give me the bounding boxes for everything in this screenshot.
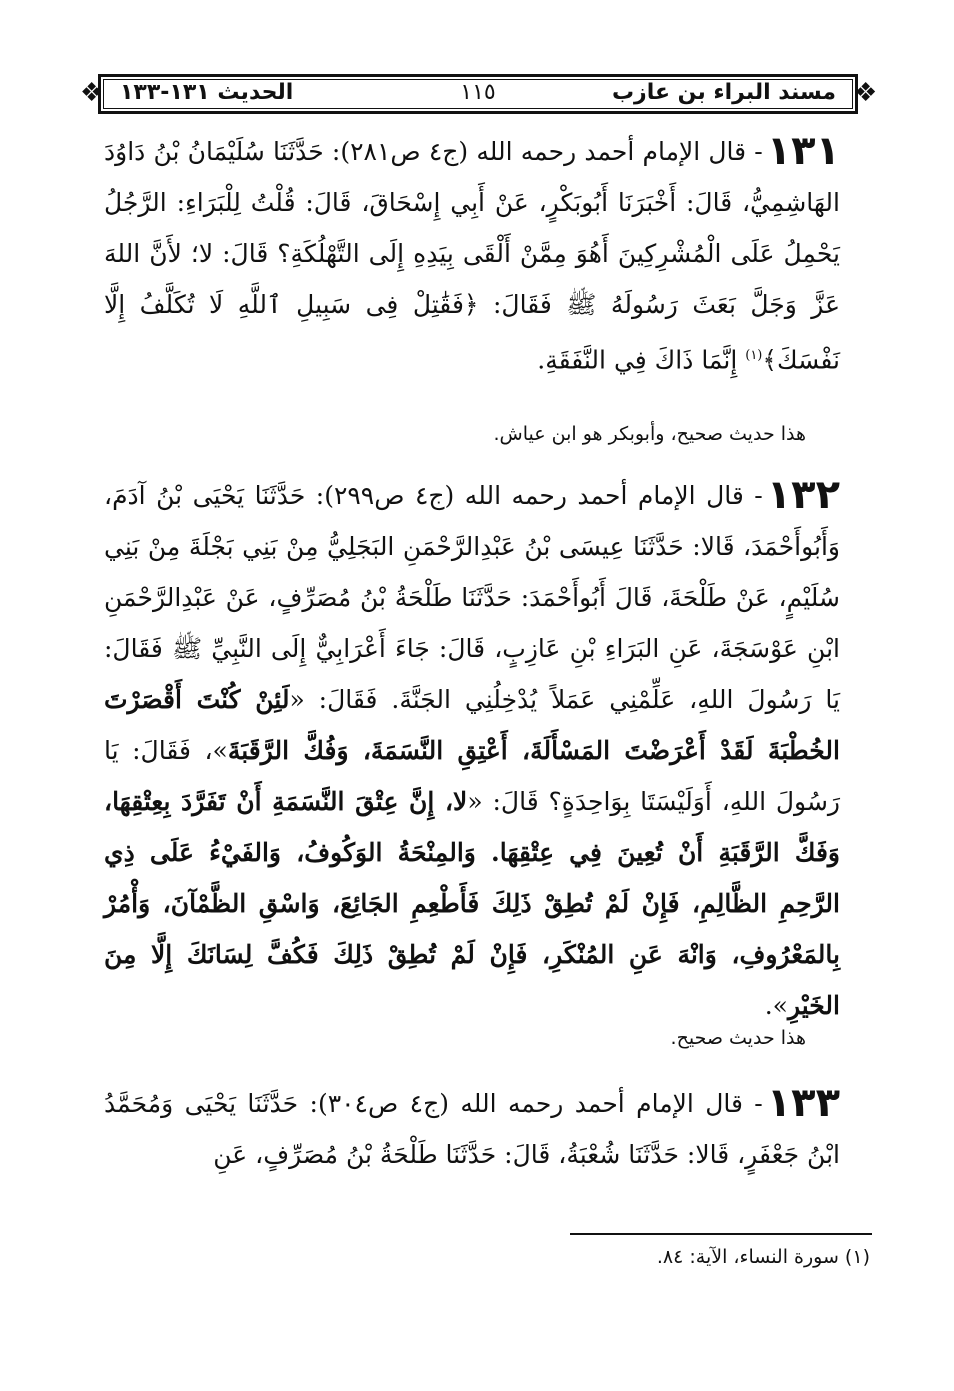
footnote-divider xyxy=(570,1233,872,1235)
hadith-132 xyxy=(104,470,840,1031)
hadith-131 xyxy=(104,126,840,385)
hadith-132-text-c: ». xyxy=(764,991,788,1020)
hadith-132-bold-1: لَئِنْ كُنْتَ أَقْصَرْتَ الخُطْبَةَ لَقَدْ أَعْرَضْتَ المَسْأَلَةَ، أَعْتِقِ النَّسَمَةَ، وَفُكَّ الرَّقَبَةَ xyxy=(104,685,840,765)
footnote: (١) سورة النساء، الآية: ٨٤. xyxy=(656,1246,870,1268)
hadith-range: الحديث ١٣١-١٣٣ xyxy=(120,80,294,105)
footnote-ref: (١) xyxy=(745,348,763,363)
ornament-left-icon: ❖ xyxy=(80,78,104,108)
hadith-132-number: ١٣٢ xyxy=(766,472,841,518)
hadith-132-text-b: »، فَقَالَ: يَا رَسُولَ اللهِ، أَوَلَيْسَتَا بِوَاحِدَةٍ؟ قَالَ: « xyxy=(104,736,840,816)
hadith-131-grade-block xyxy=(104,414,840,454)
hadith-133-text xyxy=(104,1078,840,1180)
hadith-132-bold-2: لا، إِنَّ عِتْقَ النَّسَمَةِ أَنْ تَفَرَّدَ بِعِتْقِهَا، وَفَكَّ الرَّقَبَةِ أَنْ تُعِينَ فِي عِتْقِهَا. وَالمِنْحَةُ الوَكُوفُ، وَالفَيْءُ عَلَى ذِي الرَّحِمِ الظَّالِمِ، فَإِنْ لَمْ تُطِقْ ذَلِكَ فَأَطْعِمِ الجَائِعَ، وَاسْقِ الظَّمْآنَ، وَأْمُرْ بِالمَعْرُوفِ، وَانْهَ عَنِ المُنْكَرِ، فَإِنْ لَمْ تُطِقْ ذَلِكَ فَكُفَّ لِسَانَكَ إِلَّا مِنَ الخَيْرِ xyxy=(104,787,840,1020)
hadith-131-text xyxy=(104,126,840,385)
hadith-132-text xyxy=(104,470,840,1031)
running-header xyxy=(80,70,876,118)
hadith-132-grade: هذا حديث صحيح. xyxy=(670,1027,806,1049)
hadith-132-grade-block xyxy=(104,1018,840,1058)
hadith-131-grade: هذا حديث صحيح، وأبوبكر هو ابن عياش. xyxy=(493,423,806,445)
hadith-133-text-a: - قال الإمام أحمد رحمه الله (ج٤ ص٣٠٤): حَدَّثَنَا يَحْيَى وَمُحَمَّدُ ابْنُ جَعْفَرٍ، قَالا: حَدَّثَنَا شُعْبَةُ، قَالَ: حَدَّثَنَا طَلْحَةُ بْنُ مُصَرِّفٍ، عَنِ xyxy=(104,1089,840,1169)
ornament-right-icon: ❖ xyxy=(854,78,878,108)
hadith-131-text-b: إِنَّمَا ذَاكَ فِي النَّفَقَةِ. xyxy=(537,345,746,375)
hadith-133-number: ١٣٣ xyxy=(766,1080,841,1126)
hadith-132-text-a: - قال الإمام أحمد رحمه الله (ج٤ ص٢٩٩): حَدَّثَنَا يَحْيَى بْنُ آدَمَ، وَأَبُوأَحْمَدَ، قَالا: حَدَّثَنَا عِيسَى بْنُ عَبْدِالرَّحْمَنِ البَجَلِيُّ مِنْ بَنِي بَجْلَةَ مِنْ بَنِي سُلَيْمٍ، عَنْ طَلْحَةَ، قَالَ أَبُوأَحْمَدَ: حَدَّثَنَا طَلْحَةُ بْنُ مُصَرِّفٍ، عَنْ عَبْدِالرَّحْمَنِ ابْنِ عَوْسَجَةَ، عَنِ البَرَاءِ بْنِ عَازِبٍ، قَالَ: جَاءَ أَعْرَابِيٌّ إِلَى النَّبِيِّ ﷺ فَقَالَ: يَا رَسُولَ اللهِ، عَلِّمْنِي عَمَلاً يُدْخِلُنِي الجَنَّةَ. فَقَالَ: « xyxy=(104,481,840,714)
hadith-133 xyxy=(104,1078,840,1180)
hadith-131-text-a: - قال الإمام أحمد رحمه الله (ج٤ ص٢٨١): حَدَّثَنَا سُلَيْمَانُ بْنُ دَاوُدَ الهَاشِمِيُّ، قَالَ: أَخْبَرَنَا أَبُوبَكْرٍ، عَنْ أَبِي إِسْحَاقَ، قَالَ: قُلْتُ لِلْبَرَاءِ: الرَّجُلُ يَحْمِلُ عَلَى الْمُشْرِكِينَ أَهُوَ مِمَّنْ أَلْقَى بِيَدِهِ إِلَى التَّهْلُكَةِ؟ قَالَ: لا؛ لأَنَّ اللهَ عَزَّ وَجَلَّ بَعَثَ رَسُولَهُ ﷺ فَقَالَ: ﴿فَقَٰتِلْ فِى سَبِيلِ ٱللَّهِ لَا تُكَلَّفُ إِلَّا نَفْسَكَ﴾ xyxy=(104,137,840,375)
page-number: ١١٥ xyxy=(460,80,496,105)
hadith-131-number: ١٣١ xyxy=(766,128,841,174)
header-title: مسند البراء بن عازب xyxy=(611,80,836,105)
